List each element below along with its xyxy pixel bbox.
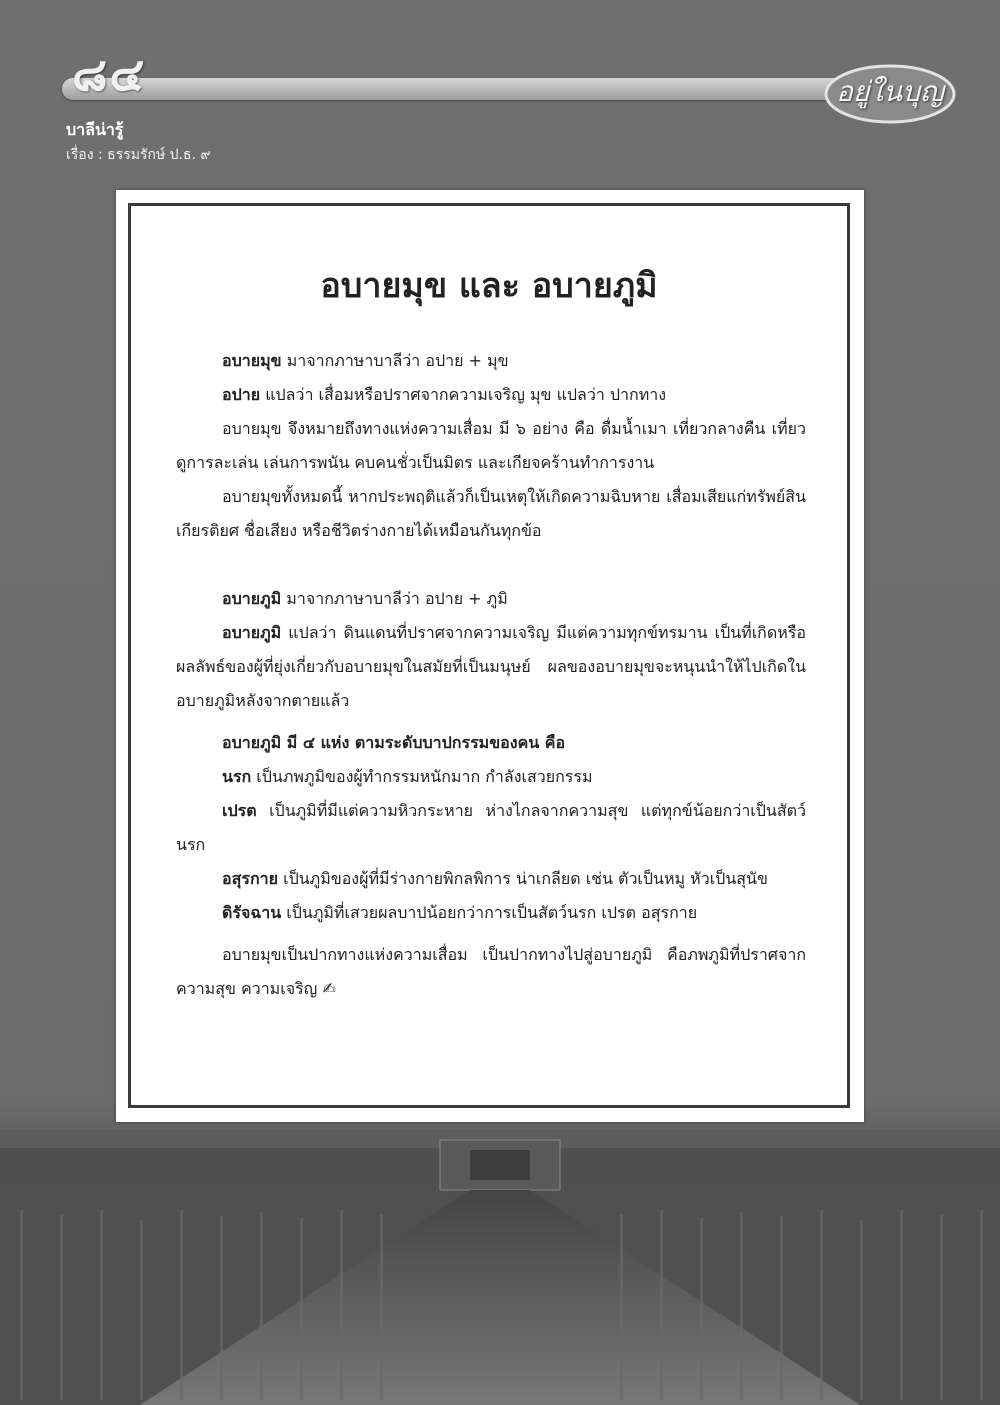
spacer xyxy=(176,930,806,938)
paragraph xyxy=(176,412,806,480)
paragraph xyxy=(176,938,806,1006)
article-title: อบายมุข และ อบายภูมิ xyxy=(320,266,658,306)
paragraph xyxy=(176,582,806,616)
paragraph-term: เปรต xyxy=(222,801,257,820)
paragraph xyxy=(176,896,806,930)
paragraph-term: อบายภูมิ xyxy=(222,589,282,608)
article-body xyxy=(176,344,806,1006)
paragraph-term: อบายภูมิ มี ๔ แห่ง ตามระดับบาปกรรมของคน คือ xyxy=(222,733,566,752)
paragraph-text: มาจากภาษาบาลีว่า อปาย + มุข xyxy=(281,351,509,370)
byline: เรื่อง : ธรรมรักษ์ ป.ธ. ๙ xyxy=(66,147,211,163)
paragraph-term: อบายมุข xyxy=(222,351,282,370)
background-illustration xyxy=(0,1130,1000,1405)
paragraph-term: ดิรัจฉาน xyxy=(222,903,282,922)
paragraph-text: มาจากภาษาบาลีว่า อปาย + ภูมิ xyxy=(281,589,508,608)
paragraph-term: นรก xyxy=(222,767,252,786)
paragraph-text: อบายมุขเป็นปากทางแห่งความเสื่อม เป็นปากทางไปสู่อบายภูมิ คือภพภูมิที่ปราศจากความสุข ความเจริญ xyxy=(176,945,806,998)
paragraph-text: เป็นภูมิที่มีแต่ความหิวกระหาย ห่างไกลจากความสุข แต่ทุกข์น้อยกว่าเป็นสัตว์นรก xyxy=(176,801,806,854)
paragraph xyxy=(176,726,806,760)
paragraph-term: อสุรกาย xyxy=(222,869,279,888)
spacer xyxy=(176,718,806,726)
paragraph xyxy=(176,794,806,862)
paragraph xyxy=(176,862,806,896)
paragraph xyxy=(176,760,806,794)
page-number: ๘๔ xyxy=(72,47,147,101)
logo-text: อยู่ในบุญ xyxy=(836,75,944,108)
paragraph-text: เป็นภพภูมิของผู้ทำกรรมหนักมาก กำลังเสวยกรรม xyxy=(251,767,593,786)
paragraph-term: อบายภูมิ xyxy=(222,623,282,642)
paragraph xyxy=(176,378,806,412)
paragraph xyxy=(176,616,806,718)
paragraph-text: อบายมุข จึงหมายถึงทางแห่งความเสื่อม มี ๖ อย่าง คือ ดื่มน้ำเมา เที่ยวกลางคืน เที่ยวดูการละเล่น เล่นการพนัน คบคนชั่วเป็นมิตร และเกียจคร้านทำการงาน xyxy=(176,419,806,472)
paragraph-text: อบายมุขทั้งหมดนี้ หากประพฤติแล้วก็เป็นเหตุให้เกิดความฉิบหาย เสื่อมเสียแก่ทรัพย์สิน เกียรติยศ ชื่อเสียง หรือชีวิตร่างกายได้เหมือนกันทุกข้อ xyxy=(176,487,806,540)
spacer xyxy=(176,548,806,582)
header-bar xyxy=(62,78,942,100)
paragraph xyxy=(176,344,806,378)
paragraph-term: อปาย xyxy=(222,385,261,404)
section-title: บาลีน่ารู้ xyxy=(66,120,124,139)
end-mark-icon: ✍ xyxy=(322,979,336,998)
paragraph-text: แปลว่า เสื่อมหรือปราศจากความเจริญ มุข แปลว่า ปากทาง xyxy=(260,385,667,404)
paragraph xyxy=(176,480,806,548)
paragraph-text: แปลว่า ดินแดนที่ปราศจากความเจริญ มีแต่ความทุกข์ทรมาน เป็นที่เกิดหรือผลลัพธ์ของผู้ที่ยุ่งเกี่ยวกับอบายมุขในสมัยที่เป็นมนุษย์ ผลของอบายมุขจะหนุนนำให้ไปเกิดในอบายภูมิหลังจากตายแล้ว xyxy=(176,623,806,710)
paragraph-text: เป็นภูมิที่เสวยผลบาปน้อยกว่าการเป็นสัตว์นรก เปรต อสุรกาย xyxy=(281,903,698,922)
paragraph-text: เป็นภูมิของผู้ที่มีร่างกายพิกลพิการ น่าเกลียด เช่น ตัวเป็นหมู หัวเป็นสุนัข xyxy=(278,869,768,888)
